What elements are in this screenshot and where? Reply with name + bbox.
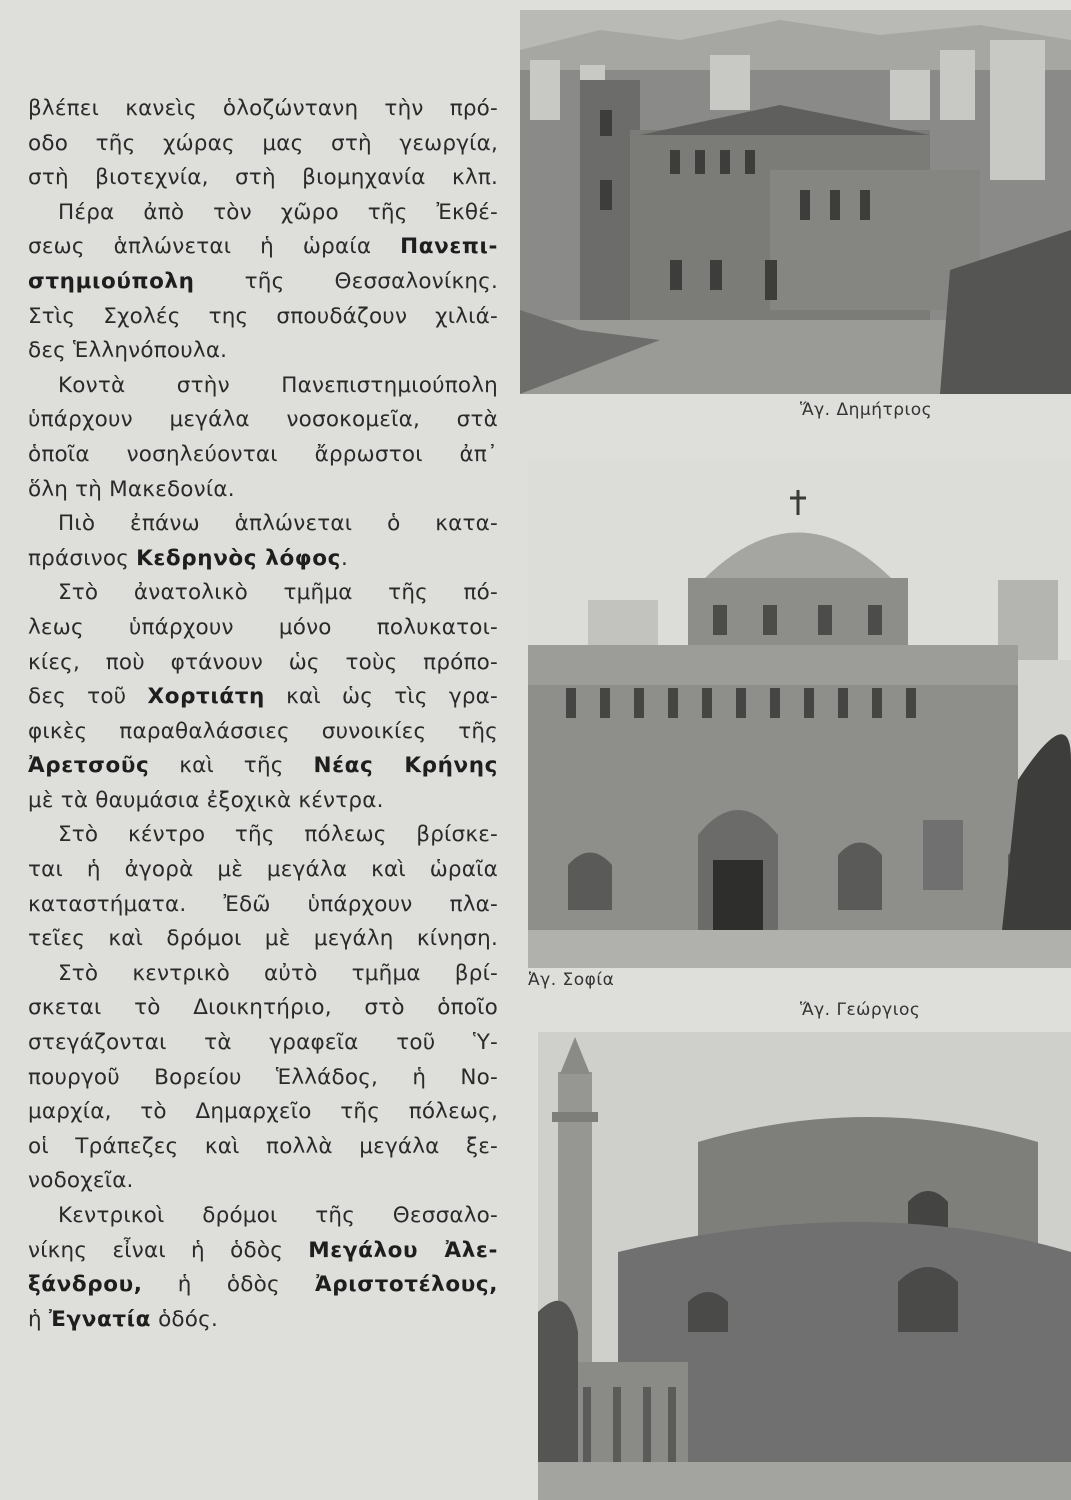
bold-term: Ἀρετσοῦς <box>28 753 150 779</box>
text-line: ὑπάρχουν μεγάλα νοσοκομεῖα, στὰ <box>28 407 498 433</box>
paragraph-4 <box>28 507 498 576</box>
text-line: δες τοῦ Χορτιάτη καὶ ὡς τὶς γρα- <box>28 684 498 710</box>
text-line: Κεντρικοὶ δρόμοι τῆς Θεσσαλο- <box>58 1203 498 1228</box>
church-dome-illustration <box>528 460 1071 968</box>
caption-agios-georgios: Ἅγ. Γεώργιος <box>800 1000 921 1020</box>
text-line: καταστήματα. Ἐδῶ ὑπάρχουν πλα- <box>28 891 498 917</box>
text-line: στημιούπολη τῆς Θεσσαλονίκης. <box>28 268 498 294</box>
text-line: μὲ τὰ θαυμάσια ἐξοχικὰ κέντρα. <box>28 787 384 813</box>
paragraph-7 <box>28 957 498 1199</box>
bold-term: Μεγάλου Ἀλε- <box>308 1237 498 1263</box>
bold-term: Χορτιάτη <box>147 684 265 710</box>
text-line: Στὶς Σχολές της σπουδάζουν χιλιά- <box>28 303 498 329</box>
text-line: οδο τῆς χώρας μας στὴ γεωργία, <box>28 130 498 156</box>
photo-agios-georgios <box>538 1032 1071 1500</box>
caption-agios-dimitrios: Ἅγ. Δημήτριος <box>800 400 933 420</box>
text-line: πουργοῦ Βορείου Ἑλλάδος, ἡ Νο- <box>28 1064 498 1090</box>
text-line: Στὸ ἀνατολικὸ τμῆμα τῆς πό- <box>58 580 498 606</box>
text-line: Ἀρετσοῦς καὶ τῆς Νέας Κρήνης <box>28 753 498 779</box>
bold-term: Νέας Κρήνης <box>313 753 498 779</box>
caption-agia-sofia: Ἁγ. Σοφία <box>528 970 615 990</box>
text-line: βλέπει κανεὶς ὁλοζώντανη τὴν πρό- <box>28 96 498 121</box>
paragraph-2 <box>28 196 498 369</box>
text-line: μαρχία, τὸ Δημαρχεῖο τῆς πόλεως, <box>28 1099 498 1125</box>
text-line: κίες, ποὺ φτάνουν ὡς τοὺς πρόπο- <box>28 649 498 675</box>
text-line: δες Ἑλληνόπουλα. <box>28 338 228 364</box>
photo-agios-dimitrios <box>520 10 1071 394</box>
text-line: ὅλη τὴ Μακεδονία. <box>28 476 235 502</box>
paragraph-5 <box>28 576 498 818</box>
text-line: νοδοχεῖα. <box>28 1168 134 1194</box>
bold-term: Ἐγνατία <box>48 1306 152 1332</box>
text-line: λεως ὑπάρχουν μόνο πολυκατοι- <box>28 614 498 640</box>
bold-term: στημιούπολη <box>28 268 195 294</box>
article-text <box>28 92 498 1337</box>
bold-term: Πανεπι- <box>400 234 498 260</box>
paragraph-1 <box>28 92 498 196</box>
text-line: φικὲς παραθαλάσσιες συνοικίες τῆς <box>28 718 498 744</box>
church-basilica-illustration <box>520 10 1071 394</box>
text-line: ξάνδρου, ἡ ὁδὸς Ἀριστοτέλους, <box>28 1272 498 1298</box>
rotunda-illustration <box>538 1032 1071 1500</box>
text-line: τεῖες καὶ δρόμοι μὲ μεγάλη κίνηση. <box>28 926 498 952</box>
text-line: σεως ἁπλώνεται ἡ ὡραία Πανεπι- <box>28 234 498 260</box>
text-line: στεγάζονται τὰ γραφεῖα τοῦ Ὑ- <box>28 1030 498 1056</box>
bold-term: Κεδρηνὸς λόφος <box>136 545 341 571</box>
text-line: Στὸ κέντρο τῆς πόλεως βρίσκε- <box>58 822 498 848</box>
text-line: ὁποῖα νοσηλεύονται ἄρρωστοι ἀπ᾿ <box>28 441 498 467</box>
bold-term: ξάνδρου, <box>28 1272 143 1298</box>
text-line: στὴ βιοτεχνία, στὴ βιομηχανία κλπ. <box>28 165 498 191</box>
text-line: πράσινος Κεδρηνὸς λόφος. <box>28 545 348 571</box>
text-line: Κοντὰ στὴν Πανεπιστημιούπολη <box>58 372 498 398</box>
paragraph-6 <box>28 818 498 956</box>
text-line: ἡ Ἐγνατία ὁδός. <box>28 1306 218 1332</box>
text-line: Πέρα ἀπὸ τὸν χῶρο τῆς Ἐκθέ- <box>58 199 498 225</box>
text-line: ται ἡ ἀγορὰ μὲ μεγάλα καὶ ὡραῖα <box>28 857 498 883</box>
text-line: Στὸ κεντρικὸ αὐτὸ τμῆμα βρί- <box>58 960 498 986</box>
text-line: Πιὸ ἐπάνω ἁπλώνεται ὁ κατα- <box>58 511 498 537</box>
bold-term: Ἀριστοτέλους, <box>315 1272 498 1298</box>
text-line: οἱ Τράπεζες καὶ πολλὰ μεγάλα ξε- <box>28 1133 498 1159</box>
text-line: νίκης εἶναι ἡ ὁδὸς Μεγάλου Ἀλε- <box>28 1237 498 1263</box>
paragraph-3 <box>28 369 498 507</box>
text-line: σκεται τὸ Διοικητήριο, στὸ ὁποῖο <box>28 995 498 1021</box>
photo-agia-sofia <box>528 460 1071 968</box>
paragraph-8 <box>28 1199 498 1337</box>
